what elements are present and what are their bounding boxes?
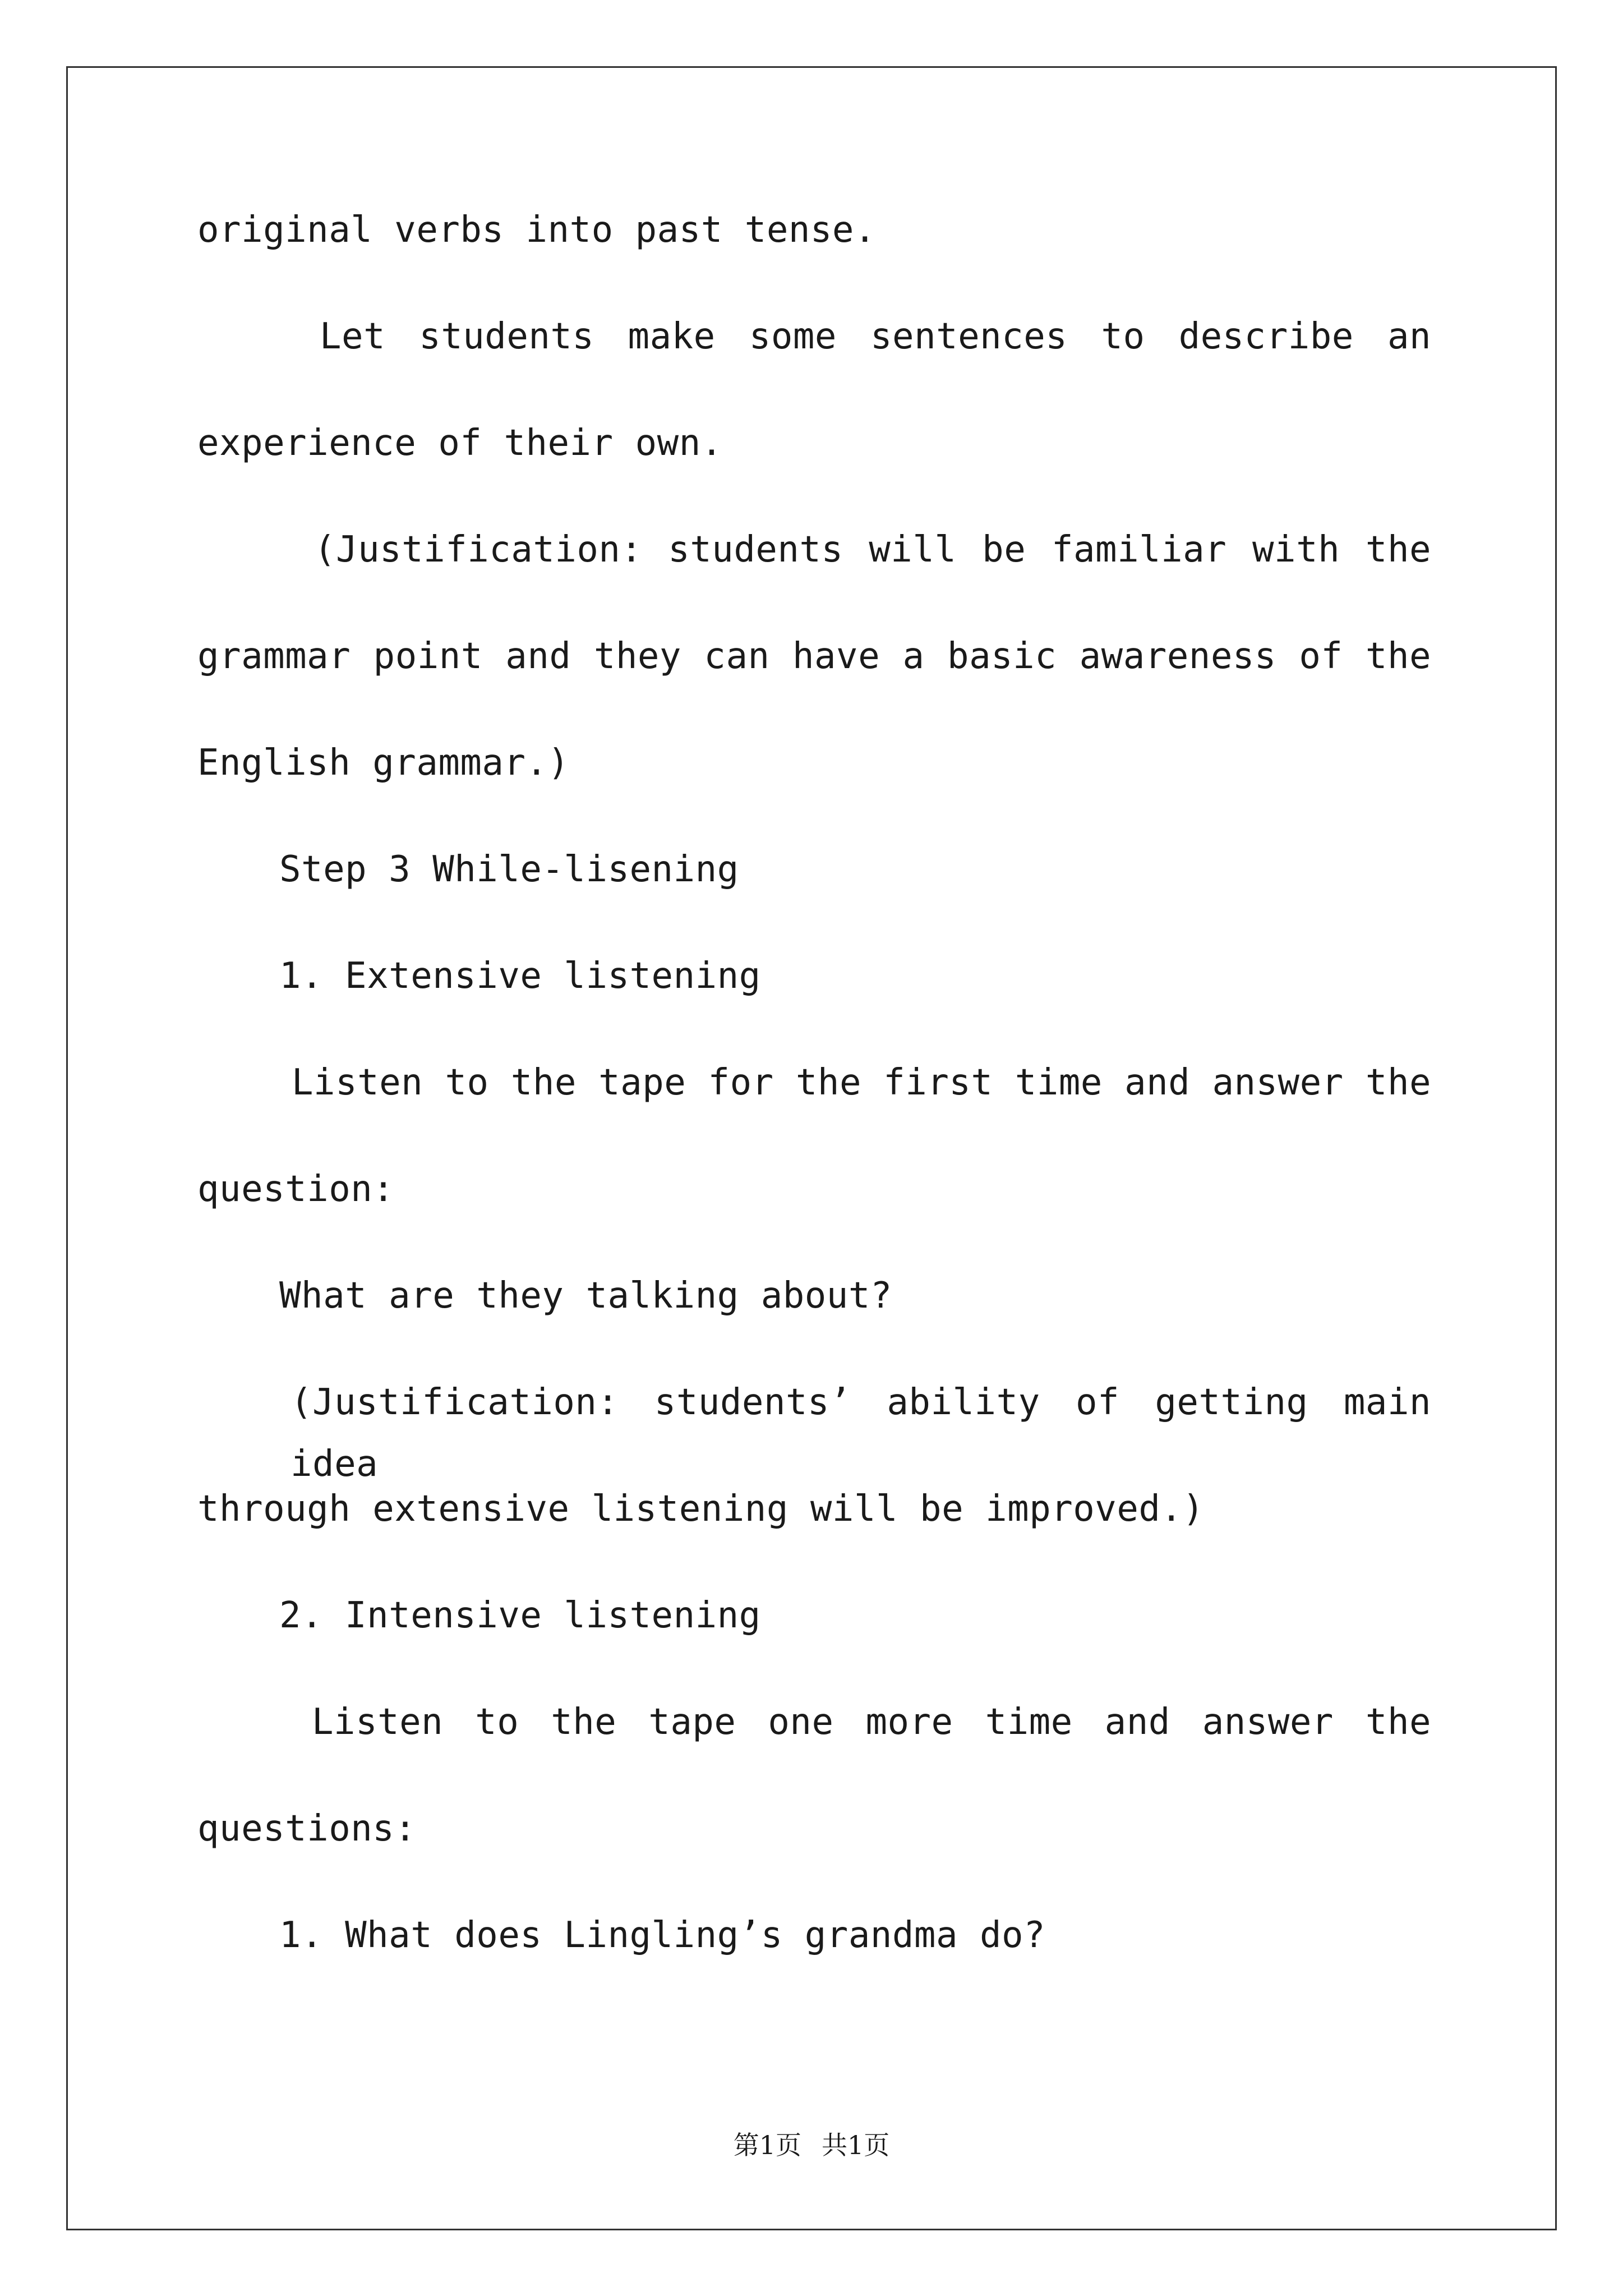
- text-line: 1. Extensive listening: [279, 955, 761, 997]
- text-line: 2. Intensive listening: [279, 1595, 761, 1636]
- text-line: experience of their own.: [197, 422, 723, 464]
- text-line: Listen to the tape for the first time and answer the: [292, 1062, 1431, 1103]
- text-line: 1. What does Lingling’s grandma do?: [279, 1915, 1046, 1956]
- text-line: Let students make some sentences to describe an: [320, 316, 1431, 357]
- text-line: questions:: [197, 1808, 417, 1849]
- text-line: Listen to the tape one more time and answer the: [312, 1701, 1431, 1743]
- text-line: through extensive listening will be improved.): [197, 1488, 1205, 1530]
- text-line: Step 3 While-lisening: [279, 849, 739, 890]
- text-line: What are they talking about?: [279, 1275, 892, 1317]
- text-line: (Justification: students will be familiar with the: [314, 529, 1431, 570]
- text-line: English grammar.): [197, 742, 570, 784]
- text-line: original verbs into past tense.: [197, 209, 876, 251]
- page-number: 第1页: [733, 2130, 801, 2160]
- text-line: question:: [197, 1168, 395, 1210]
- text-line: (Justification: students’ ability of getting main idea: [291, 1382, 1431, 1485]
- page-total: 共1页: [822, 2130, 890, 2160]
- page-footer: [0, 2125, 1623, 2162]
- text-line: grammar point and they can have a basic awareness of the: [197, 636, 1431, 677]
